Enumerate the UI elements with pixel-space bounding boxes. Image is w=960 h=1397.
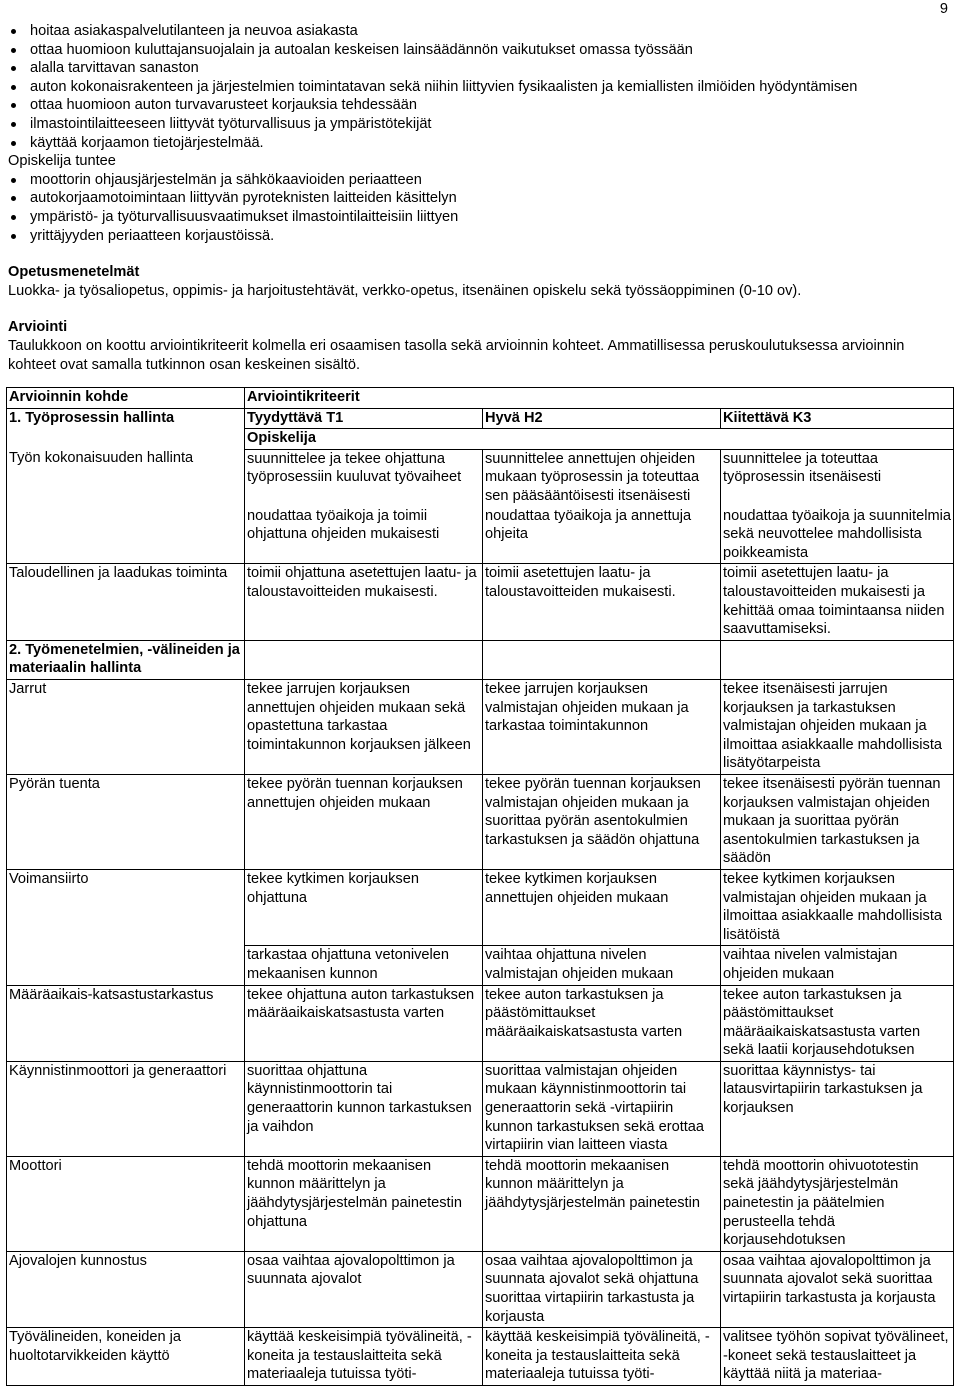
criteria-k3: suorittaa käynnistys- tai latausvirtapiirin tarkastuksen ja korjauksen (721, 1061, 954, 1156)
column-header-criteria: Arviointikriteerit (245, 388, 954, 409)
list-item: yrittäjyyden periaatteen korjaustöissä. (8, 227, 948, 246)
criteria-h2: tekee kytkimen korjauksen annettujen ohjeiden mukaan (483, 869, 721, 945)
criteria-k3: suunnittelee ja toteuttaa työprosessin itsenäisesti (721, 449, 954, 506)
list-item: hoitaa asiakaspalvelutilanteen ja neuvoa asiakasta (8, 22, 948, 41)
criteria-t1: tehdä moottorin mekaanisen kunnon määrittelyn ja jäähdytysjärjestelmän painetestin ohjattuna (245, 1156, 483, 1251)
criteria-k3: tekee itsenäisesti pyörän tuennan korjauksen valmistajan ohjeiden mukaan ja suorittaa pyörän asentokulmien tarkastuksen ja säädön (721, 774, 954, 869)
assessment-target: Voimansiirto (7, 869, 245, 945)
criteria-h2: noudattaa työaikoja ja annettuja ohjeita (483, 507, 721, 564)
knows-heading: Opiskelija tuntee (8, 153, 116, 170)
level-header-t1: Tyydyttävä T1 (245, 408, 483, 429)
criteria-h2: tehdä moottorin mekaanisen kunnon määrittelyn ja jäähdytysjärjestelmän painetestin (483, 1156, 721, 1251)
table-row (7, 507, 954, 564)
criteria-h2: tekee pyörän tuennan korjauksen valmistajan ohjeiden mukaan ja suorittaa pyörän asentokulmien tarkastuksen ja säädön ohjattuna (483, 774, 721, 869)
table-row (7, 564, 954, 640)
level-header-row (7, 408, 954, 429)
list-item: moottorin ohjausjärjestelmän ja sähkökaavioiden periaatteen (8, 171, 948, 190)
table-header-row (7, 388, 954, 409)
criteria-k3: vaihtaa nivelen valmistajan ohjeiden mukaan (721, 946, 954, 985)
list-item: auton kokonaisrakenteen ja järjestelmien toimintatavan sekä niihin liittyvien fysikaalisten ja kemiallisten ilmiöiden hyödyntämisen (8, 78, 948, 97)
criteria-h2: suorittaa valmistajan ohjeiden mukaan käynnistinmoottorin tai generaattorin sekä -virtapiirin kunnon tarkastuksen sekä erottaa virtapiirin vian laitteen viasta (483, 1061, 721, 1156)
table-row (7, 449, 954, 506)
criteria-t1: osaa vaihtaa ajovalopolttimon ja suunnata ajovalot (245, 1251, 483, 1327)
section-title: 1. Työprosessin hallinta (7, 408, 245, 429)
list-item: autokorjaamotoimintaan liittyvän pyroteknisten laitteiden käsittelyn (8, 189, 948, 208)
assessment-target: Määräaikais-katsastustarkastus (7, 985, 245, 1061)
table-row (7, 946, 954, 985)
criteria-k3: tekee itsenäisesti jarrujen korjauksen ja tarkastuksen valmistajan ohjeiden mukaan ja ilmoittaa asiakkaalle mahdollisista lisätyötarpeista (721, 680, 954, 775)
level-header-h2: Hyvä H2 (483, 408, 721, 429)
list-item: käyttää korjaamon tietojärjestelmää. (8, 134, 948, 153)
criteria-k3: osaa vaihtaa ajovalopolttimon ja suunnata ajovalot sekä suorittaa virtapiirin tarkastusta ja korjausta (721, 1251, 954, 1327)
assessment-target: Moottori (7, 1156, 245, 1251)
column-header-target: Arvioinnin kohde (7, 388, 245, 409)
criteria-t1: tekee pyörän tuennan korjauksen annettujen ohjeiden mukaan (245, 774, 483, 869)
criteria-k3: valitsee työhön sopivat työvälineet, -koneet sekä testauslaitteet ja käyttää niitä ja materiaa- (721, 1328, 954, 1386)
criteria-t1: tekee kytkimen korjauksen ohjattuna (245, 869, 483, 945)
list-item: ottaa huomioon auton turvavarusteet korjauksia tehdessään (8, 96, 948, 115)
list-item: ottaa huomioon kuluttajansuojalain ja autoalan keskeisen lainsäädännön vaikutukset omassa työssään (8, 41, 948, 60)
table-row (7, 774, 954, 869)
criteria-k3: noudattaa työaikoja ja suunnitelmia sekä neuvottelee mahdollisista poikkeamista (721, 507, 954, 564)
criteria-h2: tekee jarrujen korjauksen valmistajan ohjeiden mukaan ja tarkastaa toimintakunnon (483, 680, 721, 775)
assessment-target: Työvälineiden, koneiden ja huoltotarvikkeiden käyttö (7, 1328, 245, 1386)
table-row (7, 1156, 954, 1251)
student-label: Opiskelija (245, 429, 954, 450)
criteria-h2: vaihtaa ohjattuna nivelen valmistajan ohjeiden mukaan (483, 946, 721, 985)
table-row (7, 1328, 954, 1386)
criteria-t1: suorittaa ohjattuna käynnistinmoottorin tai generaattorin kunnon tarkastuksen ja vaihdon (245, 1061, 483, 1156)
assessment-text: Taulukkoon on koottu arviointikriteerit kolmella eri osaamisen tasolla sekä arvioinnin kohteet. Ammatillisessa peruskoulutuksessa arvioinnin kohteet ovat samalla tutkinnon osan keskeinen sisältö. (8, 337, 905, 373)
page-content (8, 22, 951, 1386)
list-item: ilmastointilaitteeseen liittyvät työturvallisuus ja ympäristötekijät (8, 115, 948, 134)
methods-text: Luokka- ja työsaliopetus, oppimis- ja harjoitustehtävät, verkko-opetus, itsenäinen opiskelu sekä työssäoppiminen (0-10 ov). (8, 282, 802, 299)
criteria-t1: suunnittelee ja tekee ohjattuna työprosessiin kuuluvat työvaiheet (245, 449, 483, 506)
criteria-k3: tekee auton tarkastuksen ja päästömittaukset määräaikaiskatsastusta varten sekä laatii korjausehdotuksen (721, 985, 954, 1061)
page-number: 9 (939, 1, 948, 17)
section-row (7, 640, 954, 679)
assessment-heading: Arviointi (8, 319, 68, 336)
section-title: 2. Työmenetelmien, -välineiden ja materiaalin hallinta (7, 640, 245, 679)
criteria-h2: toimii asetettujen laatu- ja taloustavoitteiden mukaisesti. (483, 564, 721, 640)
assessment-target (7, 946, 245, 985)
student-row (7, 429, 954, 450)
criteria-t1: tekee jarrujen korjauksen annettujen ohjeiden mukaan sekä opastettuna tarkastaa toimintakunnon korjauksen jälkeen (245, 680, 483, 775)
criteria-h2: tekee auton tarkastuksen ja päästömittaukset määräaikaiskatsastusta varten (483, 985, 721, 1061)
table-row (7, 985, 954, 1061)
criteria-h2: osaa vaihtaa ajovalopolttimon ja suunnata ajovalot sekä ohjattuna suorittaa virtapiirin tarkastusta ja korjausta (483, 1251, 721, 1327)
criteria-k3: tekee kytkimen korjauksen valmistajan ohjeiden mukaan ja ilmoittaa asiakkaalle mahdollisista lisätöistä (721, 869, 954, 945)
criteria-t1: käyttää keskeisimpiä työvälineitä, -koneita ja testauslaitteita sekä materiaaleja tutuissa työti- (245, 1328, 483, 1386)
criteria-t1: toimii ohjattuna asetettujen laatu- ja taloustavoitteiden mukaisesti. (245, 564, 483, 640)
list-item: ympäristö- ja työturvallisuusvaatimukset ilmastointilaitteisiin liittyen (8, 208, 948, 227)
criteria-t1: noudattaa työaikoja ja toimii ohjattuna ohjeiden mukaisesti (245, 507, 483, 564)
objectives-list-1 (8, 22, 948, 152)
criteria-h2: käyttää keskeisimpiä työvälineitä, -koneita ja testauslaitteita sekä materiaaleja tutuissa työti- (483, 1328, 721, 1386)
table-row (7, 1061, 954, 1156)
table-row (7, 1251, 954, 1327)
criteria-k3: tehdä moottorin ohivuototestin sekä jäähdytysjärjestelmän painetestin ja päätelmien perusteella tehdä korjausehdotuksen (721, 1156, 954, 1251)
table-row (7, 680, 954, 775)
assessment-target: Jarrut (7, 680, 245, 775)
assessment-target (7, 507, 245, 564)
assessment-target: Taloudellinen ja laadukas toiminta (7, 564, 245, 640)
criteria-h2: suunnittelee annettujen ohjeiden mukaan työprosessin ja toteuttaa sen pääsääntöisesti itsenäisesti (483, 449, 721, 506)
criteria-k3: toimii asetettujen laatu- ja taloustavoitteiden mukaisesti ja kehittää omaa toimintaansa niiden saavuttamiseksi. (721, 564, 954, 640)
criteria-table (6, 387, 954, 1386)
assessment-target: Pyörän tuenta (7, 774, 245, 869)
assessment-target: Ajovalojen kunnostus (7, 1251, 245, 1327)
objectives-list-2 (8, 171, 948, 245)
methods-heading: Opetusmenetelmät (8, 264, 140, 281)
assessment-target: Käynnistinmoottori ja generaattori (7, 1061, 245, 1156)
list-item: alalla tarvittavan sanaston (8, 59, 948, 78)
table-row (7, 869, 954, 945)
criteria-t1: tarkastaa ohjattuna vetonivelen mekaanisen kunnon (245, 946, 483, 985)
criteria-t1: tekee ohjattuna auton tarkastuksen määräaikaiskatsastusta varten (245, 985, 483, 1061)
assessment-target: Työn kokonaisuuden hallinta (7, 449, 245, 506)
level-header-k3: Kiitettävä K3 (721, 408, 954, 429)
